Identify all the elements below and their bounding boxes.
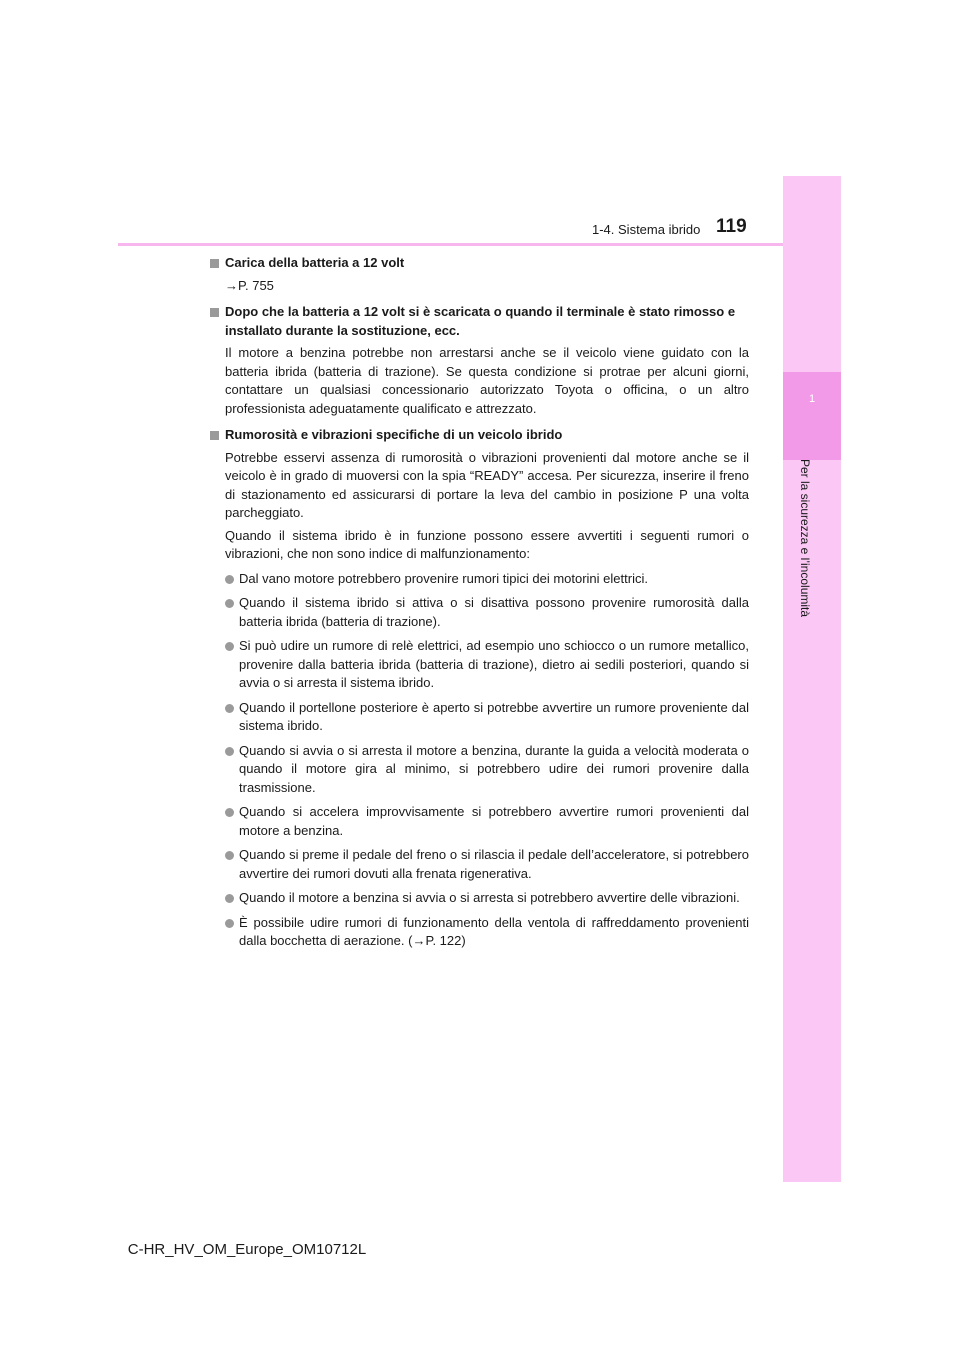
page-content	[209, 254, 749, 951]
heading-text: Rumorosità e vibrazioni specifiche di un veicolo ibrido	[225, 427, 563, 442]
round-bullet-icon	[225, 704, 234, 713]
page-number: 119	[716, 216, 747, 237]
list-item-text: Quando il sistema ibrido si attiva o si disattiva possono provenire rumorosità dalla batteria ibrida (batteria di trazione).	[239, 595, 749, 629]
list-item-text: Quando il portellone posteriore è aperto si potrebbe avvertire un rumore proveniente dal sistema ibrido.	[239, 699, 749, 733]
chapter-side-tab	[783, 176, 841, 1182]
round-bullet-icon	[225, 894, 234, 903]
list-item	[209, 570, 749, 589]
square-bullet-icon	[210, 308, 219, 317]
heading-12v-charging	[209, 254, 749, 273]
list-item	[209, 637, 749, 693]
paragraph: Potrebbe esservi assenza di rumorosità o vibrazioni provenienti dal motore anche se il veicolo è in grado di muoversi con la spia “READY” accesa. Per sicurezza, inserire il freno di stazionamento ed assicurarsi di portare la leva del cambio in posizione P una volta parcheggiato.	[225, 449, 749, 520]
round-bullet-icon	[225, 919, 234, 928]
list-item-text: Dal vano motore potrebbero provenire rumori tipici dei motorini elettrici.	[239, 570, 648, 586]
round-bullet-icon	[225, 747, 234, 756]
square-bullet-icon	[210, 259, 219, 268]
square-bullet-icon	[210, 431, 219, 440]
list-item	[209, 889, 749, 908]
round-bullet-icon	[225, 808, 234, 817]
heading-text: Dopo che la batteria a 12 volt si è scaricata o quando il terminale è stato rimosso e installato durante la sostituzione, ecc.	[225, 304, 736, 338]
paragraph: Quando il sistema ibrido è in funzione possono essere avvertiti i seguenti rumori o vibrazioni, che non sono indice di malfunzionamento:	[225, 527, 749, 561]
page-reference-link[interactable]: →P. 755	[225, 277, 274, 293]
list-item	[209, 914, 749, 951]
round-bullet-icon	[225, 642, 234, 651]
list-item	[209, 594, 749, 631]
list-item-text: Si può udire un rumore di relè elettrici, ad esempio uno schiocco o un rumore metallico, provenire dalla batteria ibrida (batteria di trazione), dietro ai sedili posteriori, quando si avvia o si arresta il sistema ibrido.	[239, 638, 749, 690]
list-item	[209, 699, 749, 736]
heading-battery-discharged	[209, 303, 749, 340]
list-item	[209, 846, 749, 883]
round-bullet-icon	[225, 575, 234, 584]
list-item-text: Quando il motore a benzina si avvia o si arresta si potrebbero avvertire delle vibrazioni.	[239, 890, 740, 905]
chapter-label: Per la sicurezza e l’incolumità	[798, 458, 812, 618]
heading-hybrid-noise	[209, 426, 749, 445]
list-item-text: Quando si preme il pedale del freno o si rilascia il pedale dell’acceleratore, si potrebbero avvertire dei rumori dovuti alla frenata rigenerativa.	[239, 847, 749, 881]
footer	[0, 1241, 960, 1258]
round-bullet-icon	[225, 599, 234, 608]
heading-text: Carica della batteria a 12 volt	[225, 255, 405, 270]
document-code: C-HR_HV_OM_Europe_OM10712L	[127, 1241, 367, 1258]
list-item-text: È possibile udire rumori di funzionamento della ventola di raffreddamento provenienti dalla bocchetta di aerazione. (→P. 122)	[239, 914, 749, 948]
list-item	[209, 803, 749, 840]
list-item-text: Quando si accelera improvvisamente si potrebbero avvertire rumori provenienti dal motore a benzina.	[239, 804, 749, 838]
chapter-index-marker	[783, 372, 841, 460]
list-item	[209, 742, 749, 798]
header-divider	[118, 243, 783, 246]
list-item-text: Quando si avvia o si arresta il motore a benzina, durante la guida a velocità moderata o quando il motore gira al minimo, si potrebbero udire dei rumori provenire dalla trasmissione.	[239, 742, 749, 795]
paragraph: Il motore a benzina potrebbe non arrestarsi anche se il veicolo viene guidato con la batteria ibrida (batteria di trazione). Se questa condizione si protrae per alcuni giorni, contattare un qualsiasi concessionario autorizzato Toyota o officina, o un altro professionista adeguatamente qualificato e attrezzato.	[225, 345, 749, 416]
chapter-number: 1	[808, 393, 816, 405]
section-title: 1-4. Sistema ibrido	[592, 222, 701, 237]
round-bullet-icon	[225, 851, 234, 860]
